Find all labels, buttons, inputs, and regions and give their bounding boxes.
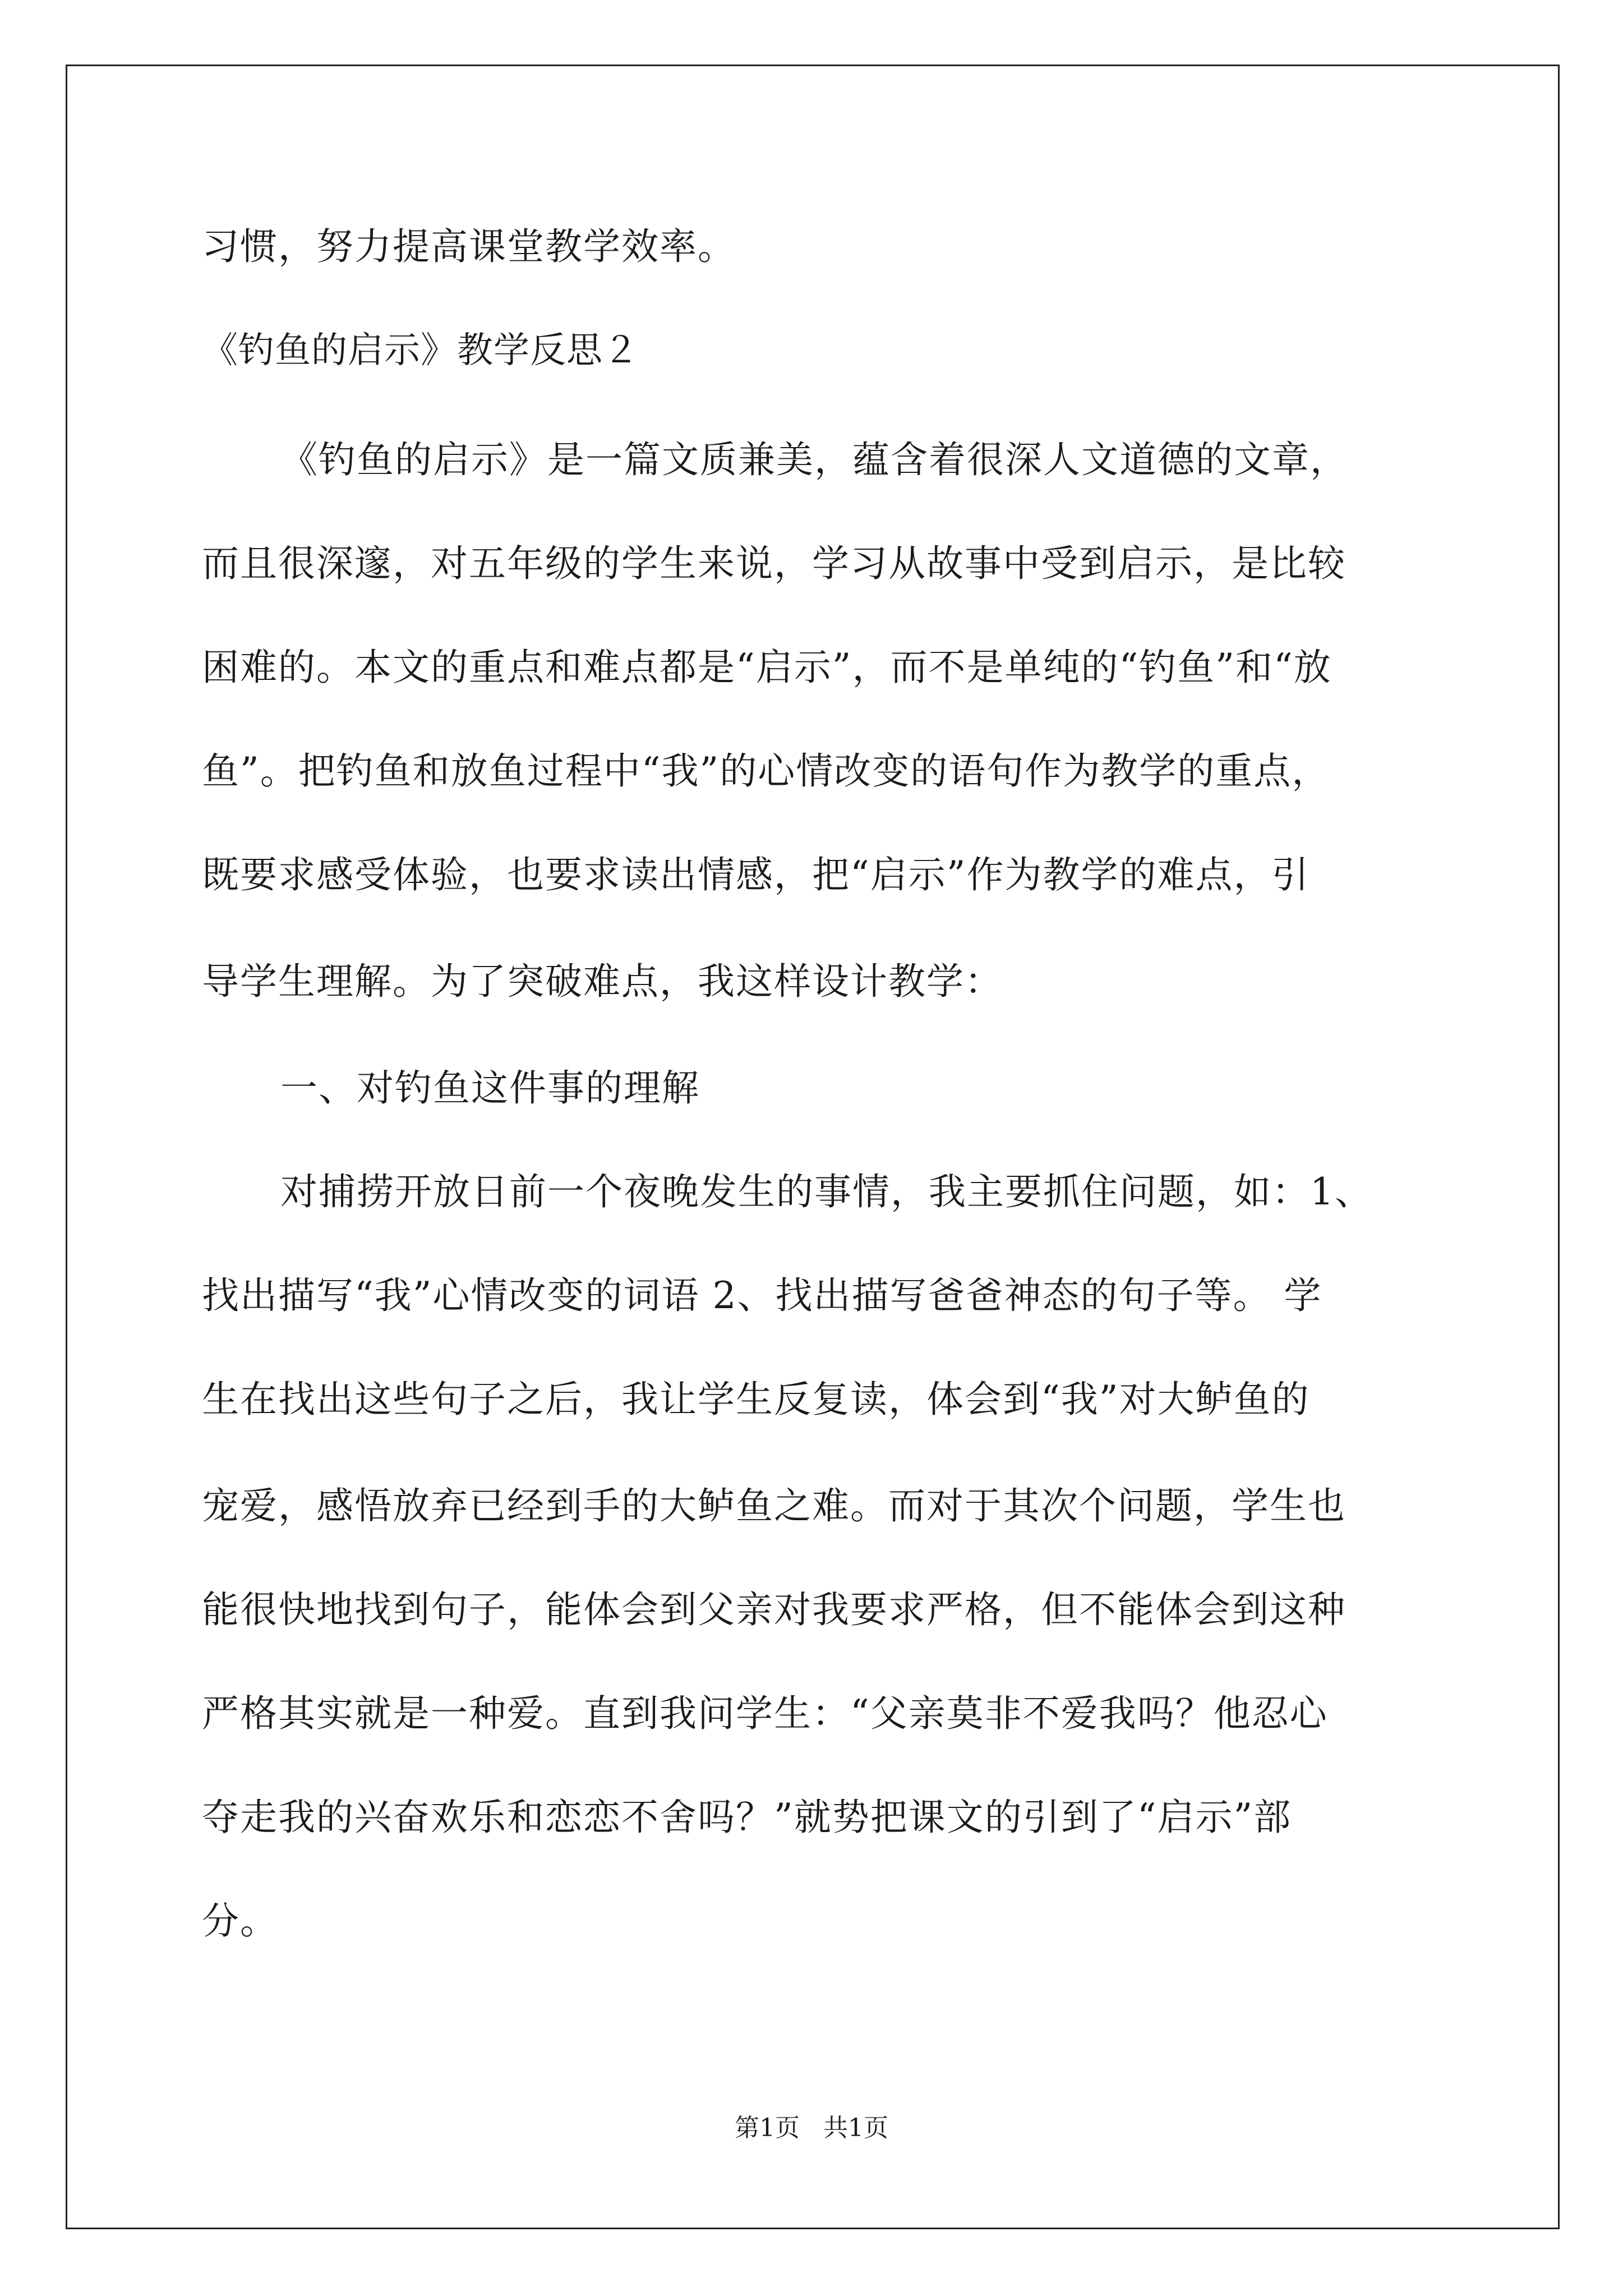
- body-line: 既要求感受体验，也要求读出情感，把“启示”作为教学的难点，引: [202, 853, 1310, 896]
- body-line: 找出描写“我”心情改变的词语 2、找出描写爸爸神态的句子等。 学: [202, 1274, 1322, 1317]
- body-line: 困难的。本文的重点和难点都是“启示”，而不是单纯的“钓鱼”和“放: [202, 646, 1332, 689]
- body-line: 习惯，努力提高课堂教学效率。: [202, 225, 736, 268]
- body-line: 分。: [202, 1899, 278, 1943]
- page-number-footer: 第1页 共1页: [735, 2114, 888, 2142]
- body-line: 能很快地找到句子，能体会到父亲对我要求严格，但不能体会到这种: [202, 1588, 1346, 1631]
- body-line: 而且很深邃，对五年级的学生来说，学习从故事中受到启示，是比较: [202, 542, 1346, 585]
- body-line: 导学生理解。为了突破难点，我这样设计教学：: [202, 960, 1003, 1003]
- body-line: 鱼”。把钓鱼和放鱼过程中“我”的心情改变的语句作为教学的重点，: [202, 749, 1330, 793]
- body-line: 生在找出这些句子之后，我让学生反复读，体会到“我”对大鲈鱼的: [202, 1378, 1310, 1421]
- body-line: 夺走我的兴奋欢乐和恋恋不舍吗？”就势把课文的引到了“启示”部: [202, 1796, 1292, 1839]
- page-border: [66, 65, 1560, 2229]
- section-title: 《钓鱼的启示》教学反思２: [202, 330, 639, 371]
- body-line: 《钓鱼的启示》是一篇文质兼美，蕴含着很深人文道德的文章，: [280, 438, 1348, 481]
- body-line: 对捕捞开放日前一个夜晚发生的事情，我主要抓住问题，如：1、: [280, 1170, 1373, 1213]
- subheading: 一、对钓鱼这件事的理解: [280, 1066, 700, 1110]
- body-line: 严格其实就是一种爱。直到我问学生：“父亲莫非不爱我吗？他忍心: [202, 1692, 1328, 1735]
- body-line: 宠爱，感悟放弃已经到手的大鲈鱼之难。而对于其次个问题，学生也: [202, 1484, 1346, 1527]
